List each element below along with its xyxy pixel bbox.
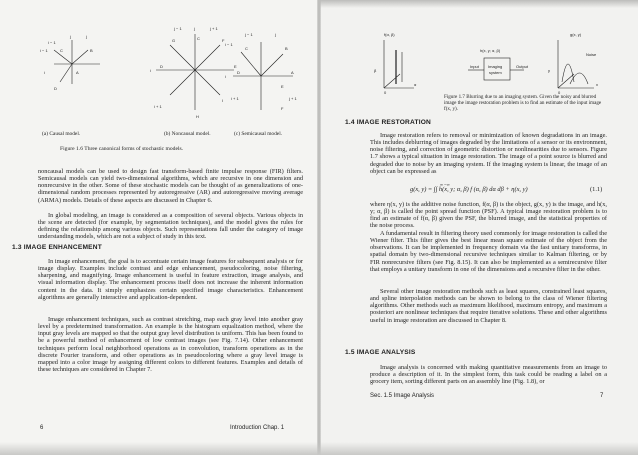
- fig17-output-label: Output: [516, 64, 529, 69]
- noncausal-label-0: j − 1: [174, 26, 182, 31]
- section-heading-image-analysis: 1.5 IMAGE ANALYSIS: [345, 349, 416, 356]
- figure-1-6-caption: Figure 1.6 Three canonical forms of stochastic models.: [60, 146, 184, 152]
- semicausal-label-3: C: [245, 46, 248, 51]
- causal-model-caption: (a) Causal model.: [42, 131, 81, 137]
- right-running-footer: Sec. 1.5 Image Analysis: [370, 393, 435, 399]
- fig17-origin-output: 0: [558, 90, 561, 95]
- left-paragraph-3: In image enhancement, the goal is to accentuate certain image features for subsequent analysis or for image display. Examples include contrast and edge enhancement, pseudocoloring, noise filtering, sharpening, and magnifying. Image enhancement is useful in feature extraction, image analysis, and visual information display. The enhancement process itself does not increase the inherent information content in the data. It simply emphasizes certain specified image characteristics. Enhancement algorithms are generally interactive and application-dependent.: [38, 258, 303, 301]
- causal-label-7: i: [44, 70, 45, 75]
- right-paragraph-4: Several other image restoration methods such as least squares, constrained least squares, and spline interpolation methods can be shown to belong to the class of Wiener filtering algorithms. Other methods such as maximum likelihood, maximum entropy, and maximum a posteriori are nonlinear techniques that require iterative solutions. These and other algorithms useful in image restoration are discussed in Chapter 8.: [370, 288, 607, 324]
- semicausal-label-9: i + 1: [231, 96, 239, 101]
- noncausal-label-7: D: [160, 64, 163, 69]
- section-heading-image-enhancement: 1.3 IMAGE ENHANCEMENT: [12, 244, 102, 251]
- figure-1-7-imaging-system: [374, 32, 604, 95]
- semicausal-label-2: i − 1: [225, 42, 233, 47]
- section-heading-image-restoration: 1.4 IMAGE RESTORATION: [345, 119, 432, 126]
- semicausal-label-4: i: [225, 74, 226, 79]
- page-shadow-top: [320, 0, 638, 8]
- causal-label-8: D: [54, 86, 57, 91]
- semicausal-label-10: F: [281, 106, 284, 111]
- semicausal-label-5: D: [237, 70, 240, 75]
- noncausal-label-1: j: [194, 26, 195, 31]
- left-page-number: 6: [40, 425, 44, 431]
- fig17-noise-label: Noise: [586, 52, 597, 57]
- noncausal-label-2: j + 1: [210, 26, 218, 31]
- figure-1-6-causal-model: [40, 30, 130, 120]
- noncausal-label-9: i + 1: [154, 104, 162, 109]
- noncausal-label-8: E: [234, 64, 237, 69]
- semicausal-label-7: B: [285, 46, 288, 51]
- causal-label-1: j: [86, 34, 87, 39]
- causal-label-2: i − 1: [40, 48, 48, 53]
- fig17-input-axis: f(α, β): [384, 32, 395, 37]
- equation-number: (1.1): [590, 186, 603, 193]
- right-paragraph-3: A fundamental result in filtering theory used commonly for image restoration is called the Wiener filter. This filter gives the best linear mean square estimate of the object from the observations. It can be implemented in frequency domain via the fast unitary transforms, in spatial domain by two-dimensional recursive techniques similar to Kalman filtering, or by FIR nonrecursive filters (see Fig. 8.15). It can also be implemented as a semirecursive filter that employs a unitary transform in one of the dimensions and a recursive filter in the other.: [370, 230, 607, 273]
- figure-1-7-caption: Figure 1.7 Blurring due to an imaging system. Given the noisy and blurred image the image restoration problem is to find an estimate of the input image f(x, y).: [444, 94, 602, 113]
- fig17-axis-alpha: α: [414, 82, 417, 87]
- causal-label-3: j: [70, 34, 71, 39]
- causal-label-5: B: [90, 48, 93, 53]
- noncausal-label-3: G: [172, 38, 176, 43]
- fig17-axis-beta: β: [374, 68, 377, 73]
- semicausal-label-6: A: [291, 70, 294, 75]
- book-spine: [317, 0, 321, 455]
- equation-1-1: g(x, y) = ∫∫ h(x, y; α, β) f (α, β) dα dβ + η(x, y): [410, 186, 528, 193]
- semicausal-label-0: j − 1: [245, 32, 253, 37]
- causal-label-0: i − 1: [48, 40, 56, 45]
- left-paragraph-2: In global modeling, an image is considered as a composition of several objects. Various objects in the scene are detected (for example, by segmentation techniques), and the model gives the rules for defining the relationship among various objects. Such representations fall under the category of image understanding models, which are not a subject of study in this text.: [38, 212, 303, 241]
- semicausal-label-8: E: [281, 84, 284, 89]
- fig17-output-axis: g(x, y): [570, 32, 582, 37]
- fig17-input-label: Input: [470, 64, 479, 69]
- left-paragraph-4: Image enhancement techniques, such as contrast stretching, map each gray level into another gray level by a predetermined transformation. An example is the histogram equalization method, where the input gray levels are mapped so that the output gray level distribution is uniform. This has been found to be a powerful method of enhancement of low contrast images (see Fig. 7.14). Other enhancement techniques perform local neighborhood operations as in convolution, transform operations as in the discrete Fourier transform, and other operations as in pseudocoloring where a gray level image is mapped into a color image by assigning different colors to different features. Examples and details of these techniques are considered in Chapter 7.: [38, 316, 303, 374]
- right-paragraph-5: Image analysis is concerned with making quantitative measurements from an image to produce a description of it. In the simplest form, this task could be reading a label on a grocery item, sorting different parts on an assembly line (Fig. 1.8), or: [370, 364, 607, 386]
- semicausal-label-11: j + 1: [289, 96, 297, 101]
- left-running-footer: Introduction Chap. 1: [230, 425, 285, 431]
- noncausal-label-5: F: [222, 38, 225, 43]
- fig17-kernel: h(x, y; α, β): [480, 48, 501, 53]
- fig17-origin-input: 0: [384, 90, 387, 95]
- noncausal-model-caption: (b) Noncausal model.: [164, 131, 211, 137]
- noncausal-label-11: I: [222, 98, 224, 103]
- semicausal-label-1: j: [275, 32, 276, 37]
- fig17-box-line-1: Imaging: [488, 64, 503, 69]
- causal-label-6: A: [76, 70, 79, 75]
- semicausal-model-caption: (c) Semicausal model.: [234, 131, 283, 137]
- equation-limits: ∞ −∞: [440, 182, 450, 187]
- figure-1-6-semicausal-model: [225, 30, 310, 130]
- fig17-box-line-2: system: [489, 70, 502, 75]
- causal-label-4: C: [60, 48, 63, 53]
- noncausal-label-6: i: [150, 68, 151, 73]
- fig17-axis-x: x: [596, 82, 598, 87]
- fig17-axis-y: y: [548, 68, 550, 73]
- left-paragraph-1: noncausal models can be used to design fast transform-based finite impulse response (FIR) filters. Semicausal models can yield two-dimensional algorithms, which are recursive in one dimension and nonrecursive in the other. Some of these stochastic models can be thought of as generalizations of one-dimensional random processes represented by autoregressive (AR) and autoregressive moving average (ARMA) models. Details of these aspects are discussed in Chapter 6.: [38, 168, 303, 204]
- noncausal-label-10: H: [196, 114, 199, 119]
- right-paragraph-1: Image restoration refers to removal or minimization of known degradations in an image. This includes deblurring of images degraded by the limitations of a sensor or its environment, noise filtering, and correction of geometric distortion or nonlinearities due to sensors. Figure 1.7 shows a typical situation in image restoration. The image of a point source is blurred and degraded due to noise by an imaging system. If the imaging system is linear, the image of an object can be expressed as: [370, 132, 607, 175]
- right-paragraph-2: where η(x, y) is the additive noise function, f(α, β) is the object, g(x, y) is the image, and h(x, y; α, β) is called the point spread function (PSF). A typical image restoration problem is to find an estimate of f(α, β) given the PSF, the blurred image, and the statistical properties of the noise process.: [370, 201, 607, 230]
- right-page-number: 7: [600, 393, 604, 399]
- noncausal-label-4: C: [197, 36, 200, 41]
- page-shadow-bottom: [0, 442, 638, 455]
